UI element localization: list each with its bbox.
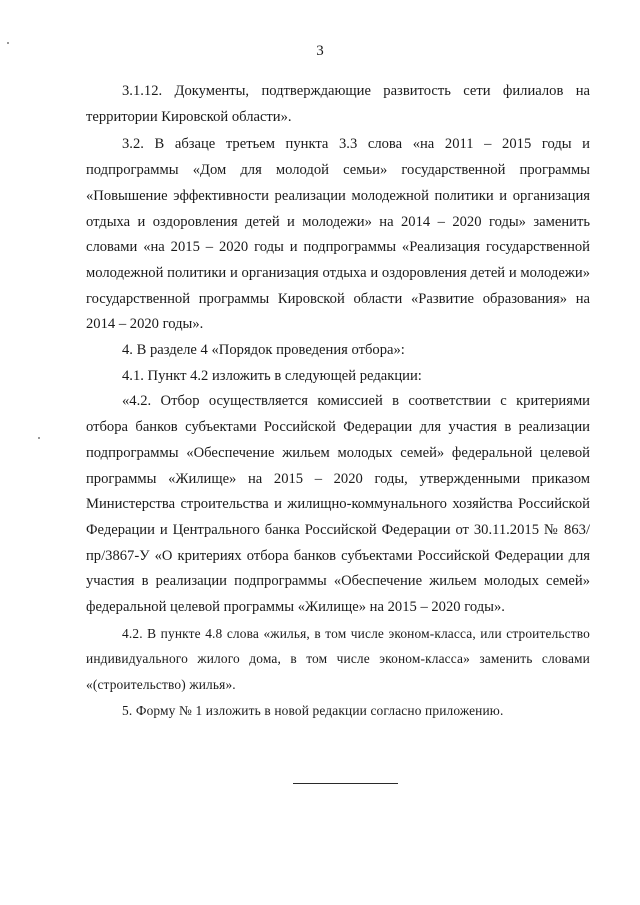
paragraph-3-1-12: 3.1.12. Документы, подтверждающие развитость сети филиалов на территории Кировской области». [86, 83, 590, 125]
paragraph-5: 5. Форму № 1 изложить в новой редакции согласно приложению. [122, 702, 504, 718]
paragraph-4-1: 4.1. Пункт 4.2 изложить в следующей редакции: [122, 367, 422, 384]
closing-rule [293, 783, 398, 784]
paragraph-3-2: 3.2. В абзаце третьем пункта 3.3 слова «на 2011 – 2015 годы и подпрограммы «Дом для молодой семьи» государственной программы «Повышение эффективности реализации молодежной политики и организация отдыха и оздоровления детей и молодежи» на 2014 – 2020 годы» заменить словами «на 2015 – 2020 годы и подпрограммы «Реализация государственной молодежной политики и организация отдыха и оздоровления детей и молодежи» государственной программы Кировской области «Развитие образования» на 2014 – 2020 годы». [86, 136, 590, 333]
paragraph-4-2-quote: «4.2. Отбор осуществляется комиссией в соответствии с критериями отбора банков субъектами Российской Федерации для участия в реализации подпрограммы «Обеспечение жильем молодых семей» федеральной целевой программы «Жилище» на 2015 – 2020 годы, утвержденными приказом Министерства строительства и жилищно-коммунального хозяйства Российской Федерации и Центрального банка Российской Федерации от 30.11.2015 № 863/пр/3867-У «О критериях отбора банков субъектами Российской Федерации для участия в реализации подпрограммы «Обеспечение жильем молодых семей» федеральной целевой программы «Жилище» на 2015 – 2020 годы». [86, 393, 590, 616]
paragraph-4: 4. В разделе 4 «Порядок проведения отбора»: [122, 342, 405, 359]
scan-speck [38, 437, 40, 439]
document-body [86, 79, 590, 724]
scan-speck [7, 42, 9, 44]
page-number: 3 [316, 43, 324, 59]
paragraph-4-2-amendment: 4.2. В пункте 4.8 слова «жилья, в том числе эконом-класса, или строительство индивидуального жилого дома, в том числе эконом-класса» заменить словами «(строительство) жилья». [86, 625, 590, 693]
